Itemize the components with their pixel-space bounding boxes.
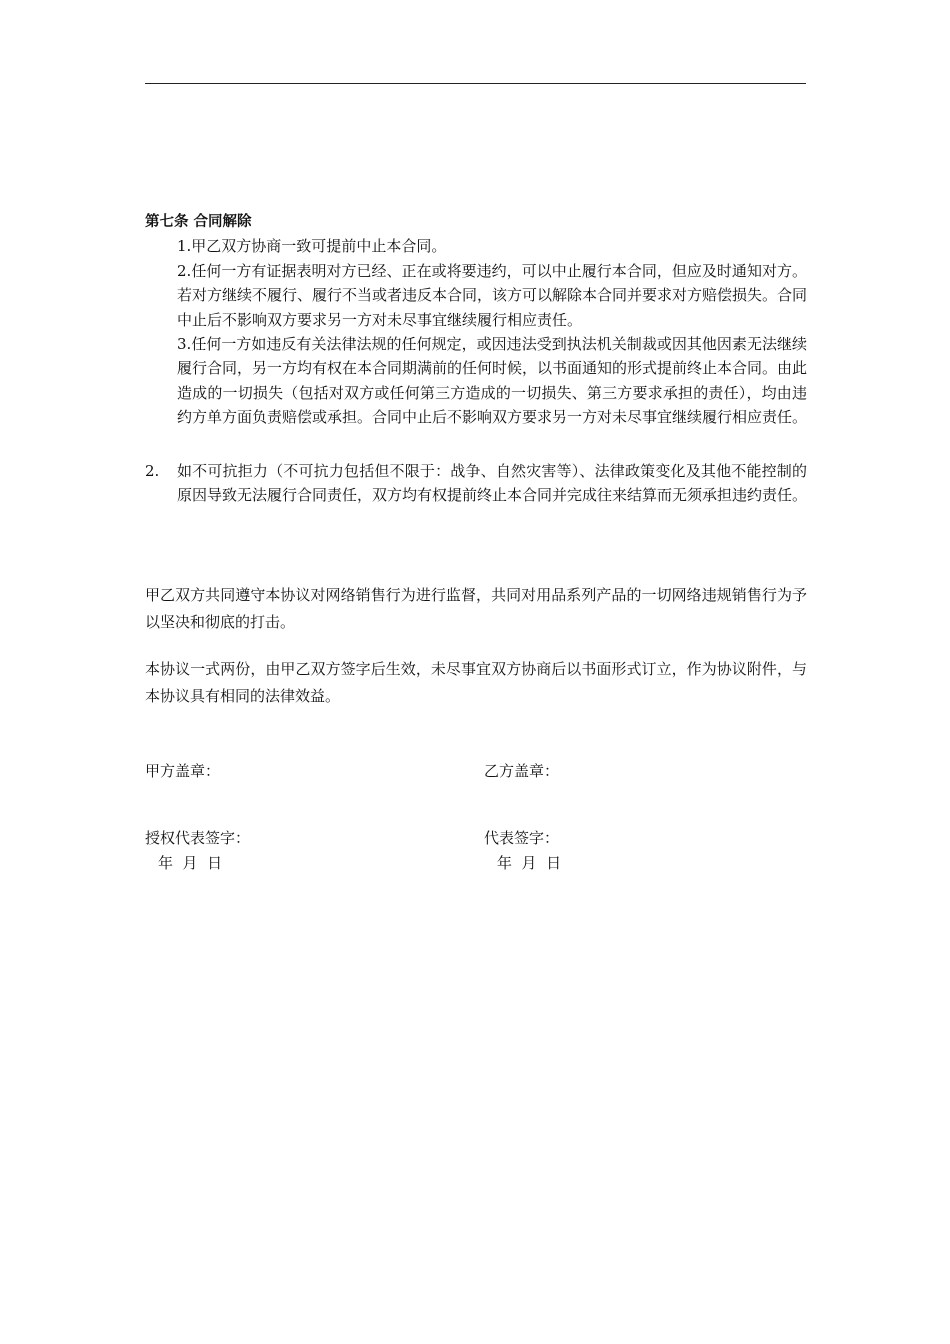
party-b-seal-label: 乙方盖章： <box>484 762 560 780</box>
party-b-date: 年 月 日 <box>497 854 562 872</box>
header-rule <box>145 83 806 84</box>
party-b-rep-label: 代表签字： <box>484 829 560 847</box>
clause-item-2: 2.任何一方有证据表明对方已经、正在或将要违约，可以中止履行本合同，但应及时通知对方。若对方继续不履行、履行不当或者违反本合同，该方可以解除本合同并要求对方赔偿损失。合同中止后不影响双方要求另一方对未尽事宜继续履行相应责任。 <box>177 262 808 329</box>
force-majeure-clause: 如不可抗拒力（不可抗力包括但不限于：战争、自然灾害等）、法律政策变化及其他不能控制的原因导致无法履行合同责任，双方均有权提前终止本合同并完成往来结算而无须承担违约责任。 <box>177 462 808 505</box>
paragraph-supervision: 甲乙双方共同遵守本协议对网络销售行为进行监督，共同对用品系列产品的一切网络违规销售行为予以坚决和彻底的打击。 <box>145 586 807 631</box>
party-a-seal-label: 甲方盖章： <box>145 762 221 780</box>
paragraph-copies: 本协议一式两份，由甲乙双方签字后生效，未尽事宜双方协商后以书面形式订立，作为协议附件，与本协议具有相同的法律效益。 <box>145 660 807 705</box>
party-a-date: 年 月 日 <box>158 854 223 872</box>
clause-number-2: 2. <box>145 462 160 480</box>
clause-item-3: 3.任何一方如违反有关法律法规的任何规定，或因违法受到执法机关制裁或因其他因素无法继续履行合同，另一方均有权在本合同期满前的任何时候，以书面通知的形式提前终止本合同。由此造成的一切损失（包括对双方或任何第三方造成的一切损失、第三方要求承担的责任），均由违约方单方面负责赔偿或承担。合同中止后不影响双方要求另一方对未尽事宜继续履行相应责任。 <box>177 335 808 426</box>
clause-item-1: 1.甲乙双方协商一致可提前中止本合同。 <box>177 237 447 255</box>
section-title: 第七条 合同解除 <box>145 214 252 230</box>
party-a-rep-label: 授权代表签字： <box>145 829 251 847</box>
